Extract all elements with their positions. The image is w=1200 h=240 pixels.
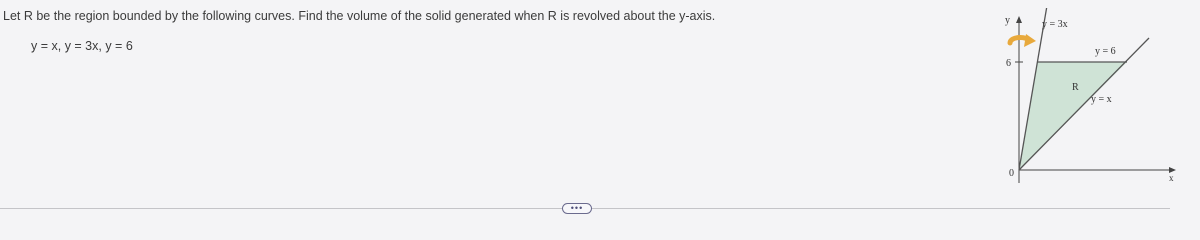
label-y-equals-x: y = x [1091, 94, 1112, 105]
origin-label: 0 [1009, 168, 1014, 179]
question-text: Let R be the region bounded by the following curves. Find the volume of the solid generated when R is revolved about the y-axis. [3, 9, 716, 23]
rotation-arrowhead-icon [1024, 34, 1036, 47]
more-options-button[interactable]: ••• [562, 203, 592, 214]
curve-equations: y = x, y = 3x, y = 6 [31, 39, 133, 53]
label-y-equals-3x: y = 3x [1042, 19, 1068, 30]
x-axis-label: x [1169, 173, 1174, 183]
y-axis-label: y [1005, 15, 1010, 26]
y-axis-arrow [1016, 16, 1022, 23]
region-label: R [1072, 82, 1079, 93]
label-y-equals-6: y = 6 [1095, 46, 1116, 57]
region-graph [980, 8, 1180, 183]
y-tick-label-6: 6 [1006, 58, 1011, 69]
